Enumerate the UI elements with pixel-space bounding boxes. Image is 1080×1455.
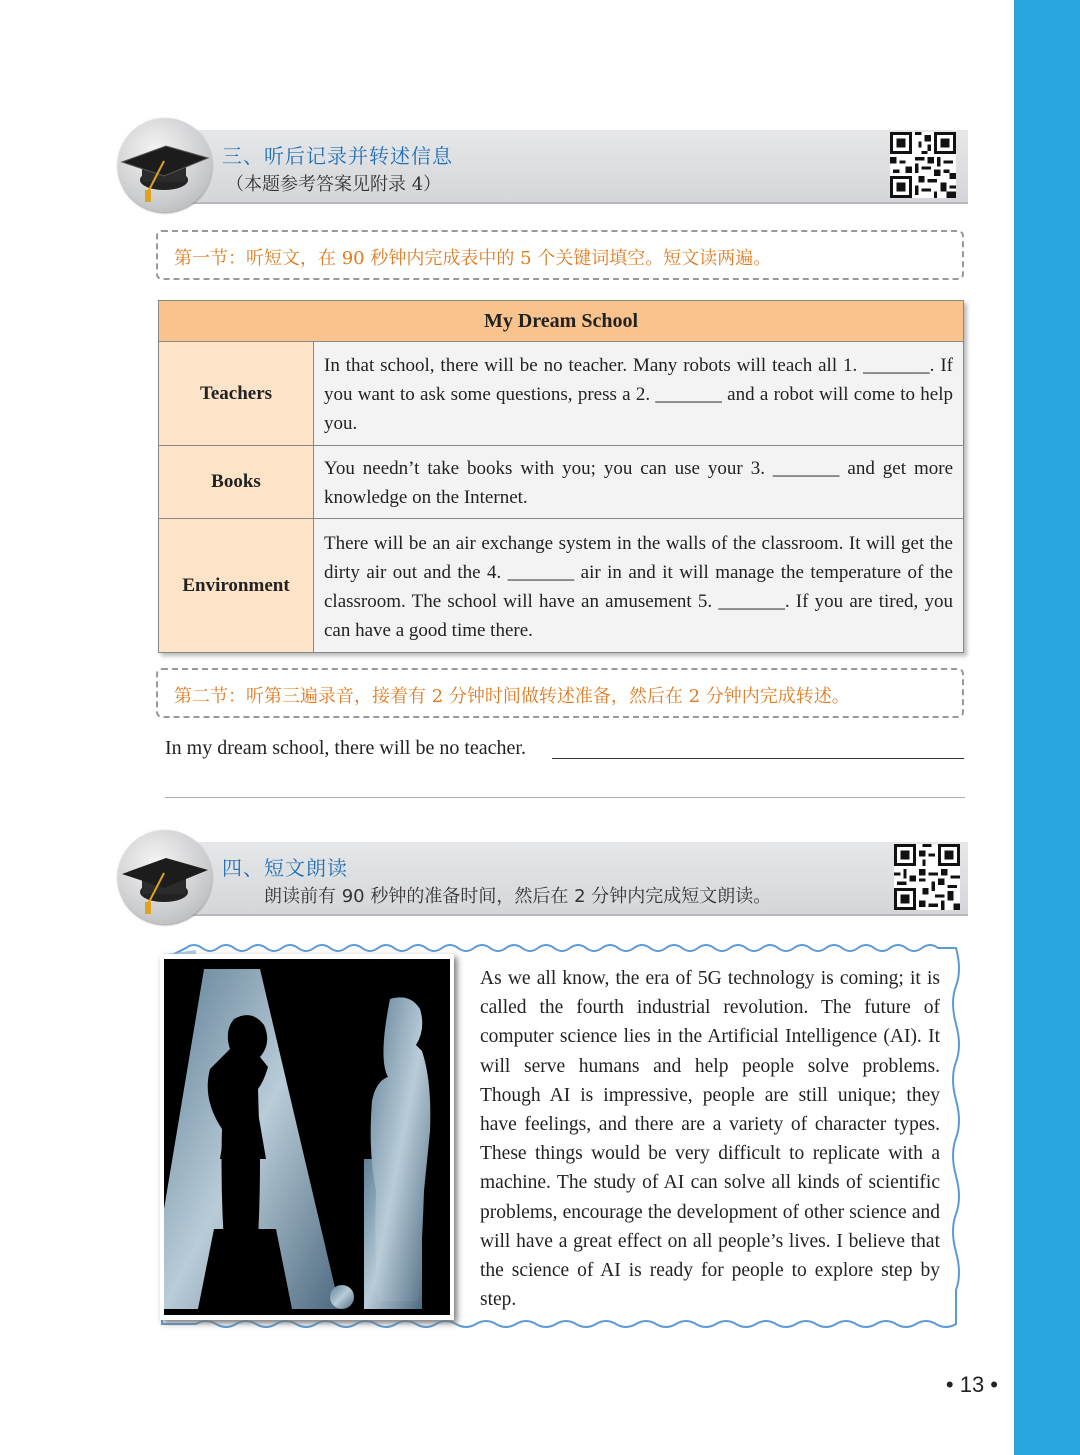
qr-code-icon[interactable]	[894, 844, 960, 910]
ai-silhouette-image	[164, 959, 450, 1315]
qr-code-icon[interactable]	[890, 132, 956, 198]
reading-panel	[156, 940, 962, 1332]
row-label-teachers: Teachers	[159, 342, 314, 446]
dream-school-table	[158, 300, 964, 653]
row-text-teachers: In that school, there will be no teacher. Many robots will teach all 1. _______. If you want to ask some questions, press a 2. _______ and a robot will come to help you.	[314, 342, 964, 446]
reading-passage: As we all know, the era of 5G technology is coming; it is called the fourth industrial revolution. The future of computer science lies in the Artificial Intelligence (AI). It will serve humans and help people solve problems. Though AI is impressive, people are still unique; they have feelings, and there are a variety of character types. These things would be very difficult to replicate with a machine. The study of AI can solve all kinds of scientific problems, encourage the development of other science and will have a great effect on all people’s lives. I believe that the science of AI is ready for people to explore step by step.	[480, 968, 940, 1311]
table-row	[159, 446, 964, 519]
part2-instruction: 第二节：听第三遍录音，接着有 2 分钟时间做转述准备，然后在 2 分钟内完成转述。	[174, 686, 850, 707]
section4-header	[118, 830, 968, 924]
graduation-cap-icon	[118, 830, 212, 924]
section3-subtitle: （本题参考答案见附录 4）	[226, 174, 442, 195]
row-text-environment: There will be an air exchange system in the walls of the classroom. It will get the dirty air out and the 4. _______ air in and it will manage the temperature of the classroom. The school will have an amusement 5. _______. If you are tired, you can have a good time there.	[314, 519, 964, 653]
retell-answer-line[interactable]	[552, 758, 964, 759]
part1-instruction: 第一节：听短文，在 90 秒钟内完成表中的 5 个关键词填空。短文读两遍。	[174, 248, 772, 269]
retell-answer-line-2[interactable]	[165, 797, 965, 798]
section4-title: 四、短文朗读	[222, 856, 348, 880]
ai-image-frame	[160, 954, 454, 1320]
section4-subtitle: 朗读前有 90 秒钟的准备时间，然后在 2 分钟内完成短文朗读。	[264, 886, 772, 907]
table-row	[159, 519, 964, 653]
row-label-books: Books	[159, 446, 314, 519]
table-title: My Dream School	[159, 301, 964, 342]
side-color-bar	[1014, 0, 1080, 1455]
page-number: • 13 •	[945, 1372, 998, 1397]
graduation-cap-icon	[118, 118, 212, 212]
part1-instruction-box	[156, 230, 964, 280]
retell-start-text: In my dream school, there will be no teacher.	[165, 737, 526, 759]
table-row	[159, 342, 964, 446]
section3-title: 三、听后记录并转述信息	[222, 144, 453, 168]
part2-instruction-box	[156, 668, 964, 718]
section3-header	[118, 118, 968, 212]
row-text-books: You needn’t take books with you; you can use your 3. _______ and get more knowledge on the Internet.	[314, 446, 964, 519]
row-label-environment: Environment	[159, 519, 314, 653]
